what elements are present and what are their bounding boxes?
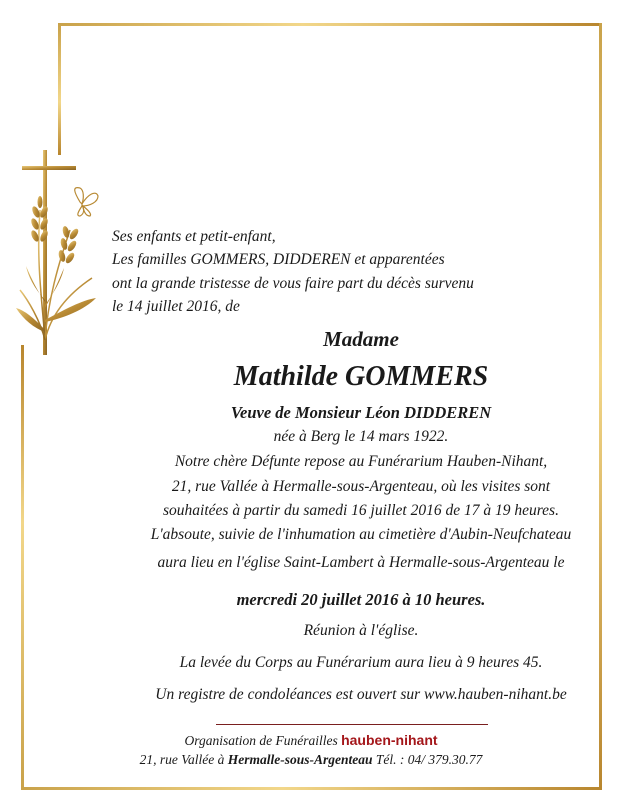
deceased-name: Mathilde GOMMERS bbox=[233, 361, 489, 392]
meeting-line: Réunion à l'église. bbox=[303, 622, 419, 639]
cross-wheat-ornament-icon bbox=[14, 150, 104, 355]
details-line-5: aura lieu en l'église Saint-Lambert à Hermalle-sous-Argenteau le bbox=[157, 554, 565, 571]
footer-divider bbox=[216, 724, 488, 725]
footer-org-label: Organisation de Funérailles bbox=[184, 733, 338, 748]
intro-line-3: ont la grande tristesse de vous faire part du décès survenu bbox=[112, 275, 474, 292]
footer-address bbox=[0, 752, 622, 768]
deceased-title: Madame bbox=[323, 327, 399, 351]
frame-left-border-top bbox=[58, 23, 61, 155]
footer-organisation bbox=[0, 732, 622, 749]
widow-line: Veuve de Monsieur Léon DIDDEREN bbox=[230, 403, 492, 422]
intro-line-2: Les familles GOMMERS, DIDDEREN et apparentées bbox=[112, 251, 445, 268]
details-line-1: Notre chère Défunte repose au Funérarium Hauben-Nihant, bbox=[174, 453, 548, 470]
leave-line: La levée du Corps au Funérarium aura lieu à 9 heures 45. bbox=[179, 654, 543, 671]
ceremony-date: mercredi 20 juillet 2016 à 10 heures. bbox=[236, 590, 486, 609]
footer-phone: Tél. : 04/ 379.30.77 bbox=[375, 752, 483, 767]
frame-left-border-bottom bbox=[21, 345, 24, 790]
frame-top-border bbox=[58, 23, 602, 26]
register-line: Un registre de condoléances est ouvert sur www.hauben-nihant.be bbox=[155, 686, 567, 703]
footer-address-prefix: 21, rue Vallée à bbox=[139, 752, 225, 767]
details-line-2: 21, rue Vallée à Hermalle-sous-Argenteau, où les visites sont bbox=[171, 478, 551, 495]
intro-line-4: le 14 juillet 2016, de bbox=[112, 298, 240, 315]
details-line-4: L'absoute, suivie de l'inhumation au cimetière d'Aubin-Neufchateau bbox=[150, 526, 572, 543]
brand-logo: hauben-nihant bbox=[341, 732, 438, 748]
intro-line-1: Ses enfants et petit-enfant, bbox=[112, 228, 276, 245]
details-line-3: souhaitées à partir du samedi 16 juillet 2016 de 17 à 19 heures. bbox=[163, 502, 559, 519]
birth-line: née à Berg le 14 mars 1922. bbox=[273, 428, 449, 445]
frame-bottom-border bbox=[21, 787, 602, 790]
footer-town: Hermalle-sous-Argenteau bbox=[227, 752, 373, 767]
